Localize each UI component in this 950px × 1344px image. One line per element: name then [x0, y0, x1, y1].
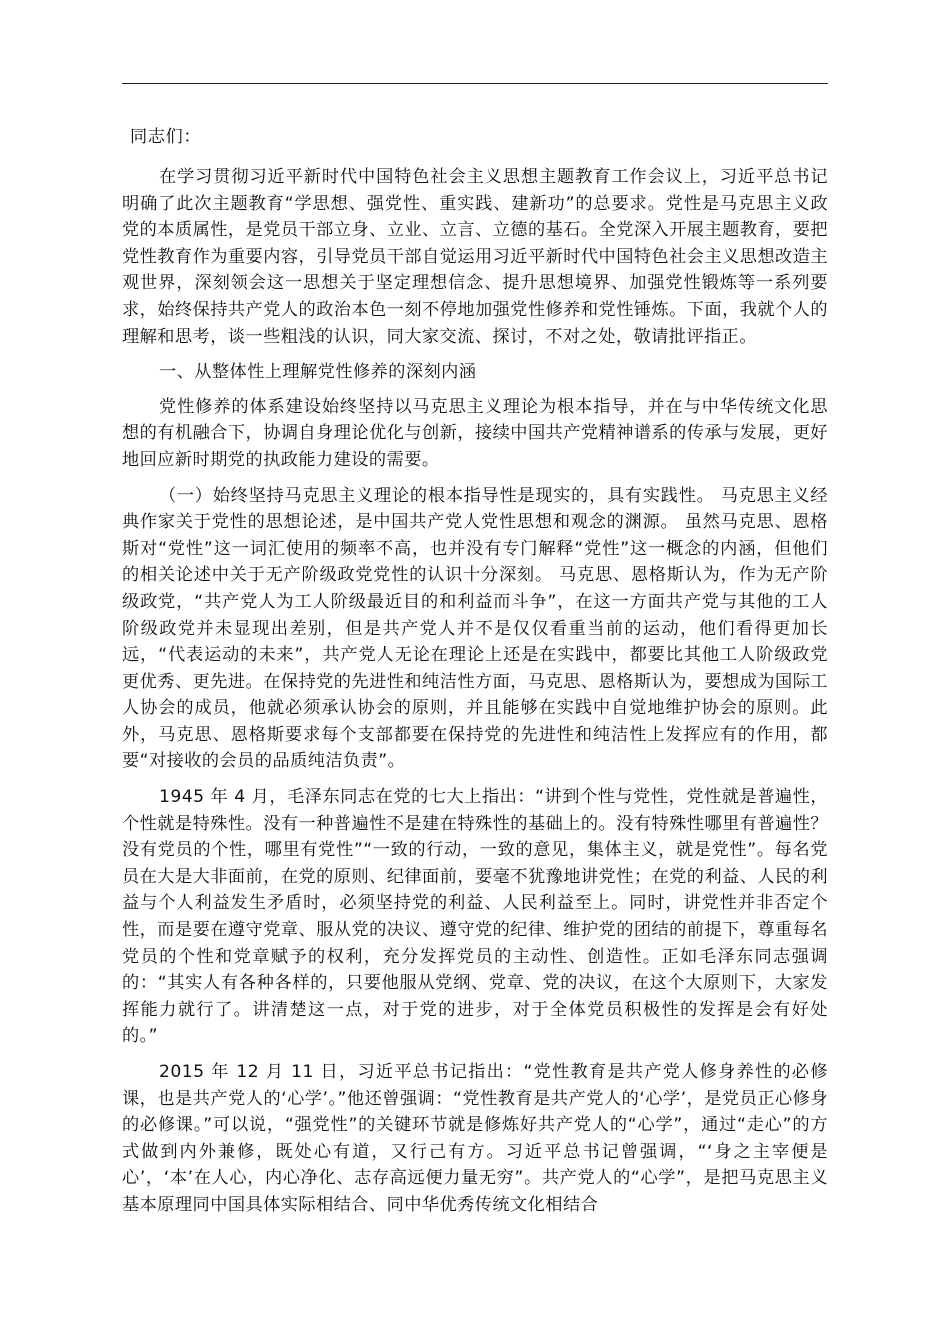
body-paragraph: （一）始终坚持马克思主义理论的根本指导性是现实的，具有实践性。 马克思主义经典作家关于党性的思想论述，是中国共产党人党性思想和观念的渊源。 虽然马克思、恩格斯对“党性”这一词汇使用的频率不高，也并没有专门解释“党性”这一概念的内涵，但他们的相关论述中关于无产阶级政党党性的认识十分深刻。 马克思、恩格斯认为，作为无产阶级政党，“共产党人为工人阶级最近目的和利益而斗争”，在这一方面共产党与其他的工人阶级政党并未显现出差别，但是共产党人并不是仅仅看重当前的运动，他们看得更加长远，“代表运动的未来”，共产党人无论在理论上还是在实践中，都要比其他工人阶级政党更优秀、更先进。在保持党的先进性和纯洁性方面，马克思、恩格斯认为，要想成为国际工人协会的成员，他就必须承认协会的原则，并且能够在实践中自觉地维护协会的原则。此外，马克思、恩格斯要求每个支部都要在保持党的先进性和纯洁性上发挥应有的作用，都要“对接收的会员的品质纯洁负责”。: [122, 485, 828, 772]
header-rule: [122, 83, 828, 84]
document-body: [122, 122, 828, 1228]
body-paragraph: 党性修养的体系建设始终坚持以马克思主义理论为根本指导，并在与中华传统文化思想的有机融合下，协调自身理论优化与创新，接续中国共产党精神谱系的传承与发展，更好地回应新时期党的执政能力建设的需要。: [122, 396, 828, 470]
intro-paragraph: 在学习贯彻习近平新时代中国特色社会主义思想主题教育工作会议上，习近平总书记明确了此次主题教育“学思想、强党性、重实践、建新功”的总要求。党性是马克思主义政党的本质属性，是党员干部立身、立业、立言、立德的基石。全党深入开展主题教育，要把党性教育作为重要内容，引导党员干部自觉运用习近平新时代中国特色社会主义思想改造主观世界，深刻领会这一思想关于坚定理想信念、提升思想境界、加强党性锻炼等一系列要求，始终保持共产党人的政治本色一刻不停地加强党性修养和党性锤炼。下面，我就个人的理解和思考，谈一些粗浅的认识，同大家交流、探讨，不对之处，敬请批评指正。: [122, 167, 828, 347]
salutation: 同志们：: [130, 127, 202, 147]
body-paragraph: 1945 年 4 月，毛泽东同志在党的七大上指出：“讲到个性与党性，党性就是普遍性，个性就是特殊性。没有一种普遍性不是建在特殊性的基础上的。没有特殊性哪里有普遍性？没有党员的个性，哪里有党性”“一致的行动，一致的意见，集体主义，就是党性”。每名党员在大是大非面前，在党的原则、纪律面前，要毫不犹豫地讲党性；在党的利益、人民的利益与个人利益发生矛盾时，必须坚持党的利益、人民利益至上。同时，讲党性并非否定个性，而是要在遵守党章、服从党的决议、遵守党的纪律、维护党的团结的前提下，尊重每名党员的个性和党章赋予的权利，充分发挥党员的主动性、创造性。正如毛泽东同志强调的：“其实人有各种各样的，只要他服从党纲、党章、党的决议，在这个大原则下，大家发挥能力就行了。讲清楚这一点，对于党的进步，对于全体党员积极性的发挥是会有好处的。”: [122, 787, 828, 1047]
section-heading: 一、从整体性上理解党性修养的深刻内涵: [158, 362, 477, 383]
body-paragraph: 2015 年 12 月 11 日，习近平总书记指出：“党性教育是共产党人修身养性的必修课，也是共产党人的‘心学’。”他还曾强调：“党性教育是共产党人的‘心学’，是党员正心修身的必修课。”可以说，“强党性”的关键环节就是修炼好共产党人的“心学”，通过“走心”的方式做到内外兼修，既处心有道，又行己有方。习近平总书记曾强调，“‘身之主宰便是心’，‘本’在人心，内心净化、志存高远便力量无穷”。共产党人的“心学”，是把马克思主义基本原理同中国具体实际相结合、同中华优秀传统文化相结合: [122, 1062, 828, 1215]
